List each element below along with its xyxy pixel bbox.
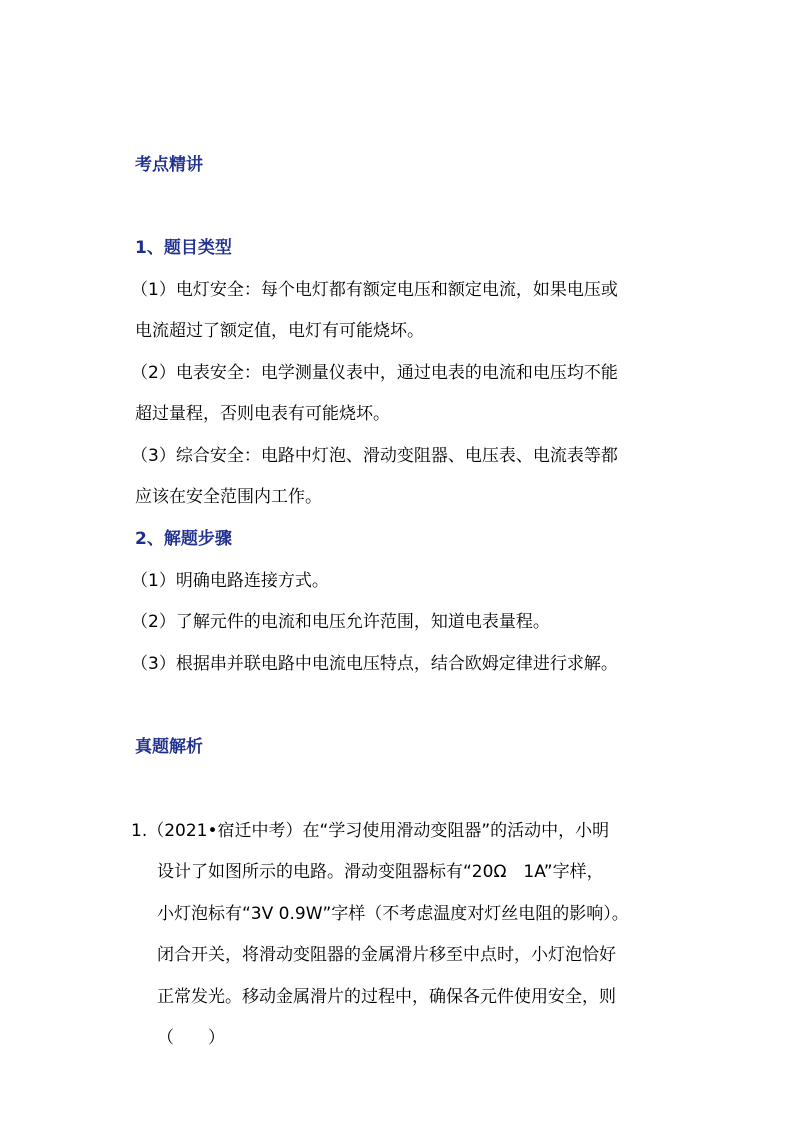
topic-item3-line2: 应该在安全范围内工作。 — [135, 487, 322, 507]
solve-steps-heading: 2、解题步骤 — [135, 529, 232, 549]
solve-step2: （2）了解元件的电流和电压允许范围，知道电表量程。 — [131, 612, 550, 632]
topic-item3-line1: （3）综合安全：电路中灯泡、滑动变阻器、电压表、电流表等都 — [131, 446, 618, 466]
section-title-zhenti: 真题解析 — [135, 737, 203, 757]
topic-types-heading: 1、题目类型 — [135, 238, 232, 258]
section-title-kaodian: 考点精讲 — [135, 155, 203, 175]
question1-line1: 1.（2021•宿迁中考）在“学习使用滑动变阻器”的活动中，小明 — [131, 821, 610, 841]
topic-item2-line2: 超过量程，否则电表有可能烧坏。 — [135, 404, 390, 424]
question1-line2: 设计了如图所示的电路。滑动变阻器标有“20Ω 1A”字样， — [157, 862, 604, 882]
question1-answer-blank: （ ） — [157, 1028, 225, 1048]
topic-item2-line1: （2）电表安全：电学测量仪表中，通过电表的电流和电压均不能 — [131, 363, 618, 383]
solve-step1: （1）明确电路连接方式。 — [131, 571, 329, 591]
solve-step3: （3）根据串并联电路中电流电压特点，结合欧姆定律进行求解。 — [131, 654, 618, 674]
question1-line5: 正常发光。移动金属滑片的过程中，确保各元件使用安全，则 — [157, 987, 616, 1007]
question1-line4: 闭合开关，将滑动变阻器的金属滑片移至中点时，小灯泡恰好 — [157, 945, 616, 965]
topic-item1-line1: （1）电灯安全：每个电灯都有额定电压和额定电流，如果电压或 — [131, 280, 618, 300]
topic-item1-line2: 电流超过了额定值，电灯有可能烧坏。 — [135, 321, 424, 341]
question1-line3: 小灯泡标有“3V 0.9W”字样（不考虑温度对灯丝电阻的影响）。 — [157, 904, 629, 924]
